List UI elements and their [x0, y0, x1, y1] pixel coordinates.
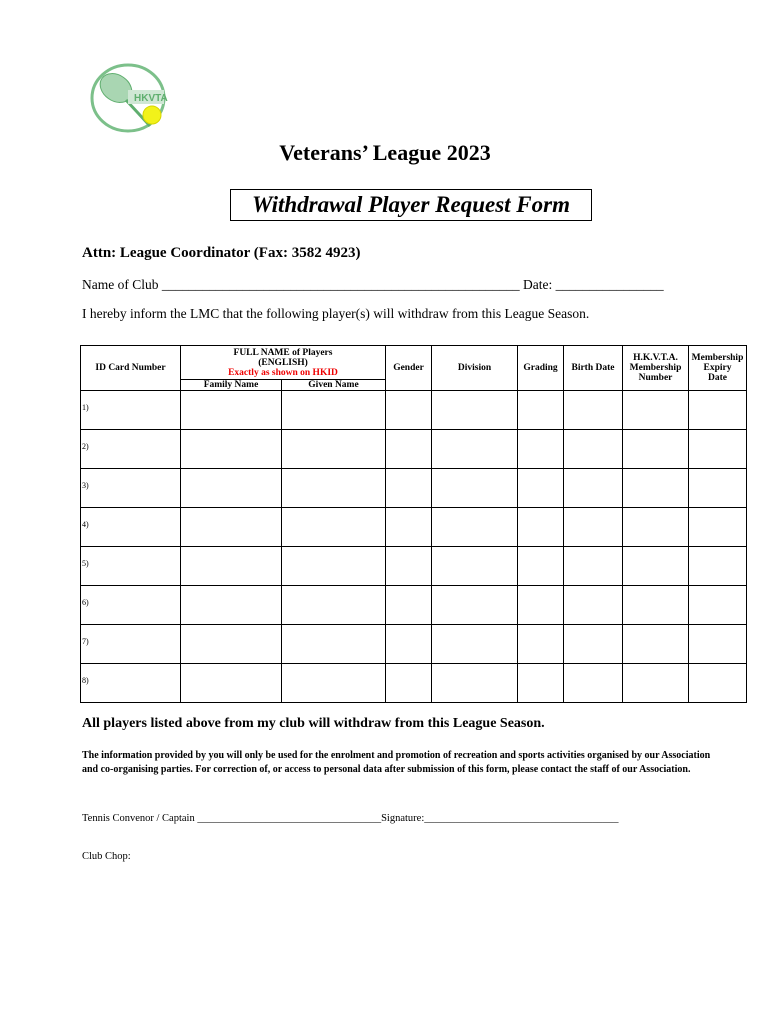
- table-cell[interactable]: [386, 508, 432, 547]
- table-cell[interactable]: [432, 664, 518, 703]
- table-cell[interactable]: [623, 469, 689, 508]
- table-cell[interactable]: [432, 508, 518, 547]
- header-hkvta-number: [623, 346, 689, 391]
- table-cell[interactable]: [564, 508, 623, 547]
- header-given-name: Given Name: [282, 380, 386, 391]
- table-cell[interactable]: [386, 547, 432, 586]
- row-number: 1): [82, 403, 89, 412]
- hkvta-1: H.K.V.T.A.: [633, 353, 678, 363]
- table-cell[interactable]: [181, 469, 282, 508]
- table-cell[interactable]: [282, 547, 386, 586]
- table-cell[interactable]: [689, 547, 747, 586]
- table-cell[interactable]: [181, 508, 282, 547]
- header-expiry: [689, 346, 747, 391]
- table-cell[interactable]: [623, 391, 689, 430]
- row-number-cell[interactable]: [81, 508, 181, 547]
- table-cell[interactable]: [518, 664, 564, 703]
- table-cell[interactable]: [689, 391, 747, 430]
- table-cell[interactable]: [689, 625, 747, 664]
- table-cell[interactable]: [282, 430, 386, 469]
- table-cell[interactable]: [564, 391, 623, 430]
- table-cell[interactable]: [689, 586, 747, 625]
- row-number-cell[interactable]: [81, 430, 181, 469]
- row-number: 8): [82, 676, 89, 685]
- table-cell[interactable]: [386, 664, 432, 703]
- expiry-1: Membership: [691, 353, 744, 363]
- table-cell[interactable]: [564, 430, 623, 469]
- row-number: 7): [82, 637, 89, 646]
- table-row: [81, 625, 747, 664]
- row-number-cell[interactable]: [81, 469, 181, 508]
- table-cell[interactable]: [623, 430, 689, 469]
- players-table: [80, 345, 747, 703]
- form-title: Withdrawal Player Request Form: [230, 189, 592, 221]
- club-chop-label: Club Chop:: [82, 851, 131, 862]
- table-cell[interactable]: [386, 586, 432, 625]
- table-cell[interactable]: [181, 625, 282, 664]
- header-division: Division: [432, 346, 518, 391]
- header-birth-date: Birth Date: [564, 346, 623, 391]
- table-cell[interactable]: [282, 391, 386, 430]
- row-number: 3): [82, 481, 89, 490]
- signature-line[interactable]: Tennis Convenor / Captain ___________________________________Signature:_____________________________________: [82, 813, 619, 824]
- table-cell[interactable]: [623, 586, 689, 625]
- row-number-cell[interactable]: [81, 547, 181, 586]
- expiry-3: Date: [708, 373, 727, 383]
- table-cell[interactable]: [282, 586, 386, 625]
- table-cell[interactable]: [689, 664, 747, 703]
- table-cell[interactable]: [518, 469, 564, 508]
- table-cell[interactable]: [181, 391, 282, 430]
- table-row: [81, 469, 747, 508]
- table-cell[interactable]: [564, 586, 623, 625]
- table-row: [81, 430, 747, 469]
- table-cell[interactable]: [518, 508, 564, 547]
- header-full-name-1: FULL NAME of Players: [233, 347, 333, 358]
- hkvta-2: Membership: [629, 363, 682, 373]
- table-cell[interactable]: [689, 508, 747, 547]
- table-cell[interactable]: [564, 547, 623, 586]
- attention-line: Attn: League Coordinator (Fax: 3582 4923): [82, 245, 361, 261]
- header-family-name: Family Name: [181, 380, 282, 391]
- table-row: [81, 664, 747, 703]
- table-cell[interactable]: [386, 625, 432, 664]
- row-number-cell[interactable]: [81, 625, 181, 664]
- table-cell[interactable]: [623, 664, 689, 703]
- table-cell[interactable]: [518, 430, 564, 469]
- table-cell[interactable]: [386, 391, 432, 430]
- row-number-cell[interactable]: [81, 664, 181, 703]
- table-cell[interactable]: [518, 547, 564, 586]
- header-full-name: [181, 346, 386, 380]
- table-row: [81, 508, 747, 547]
- expiry-2: Expiry: [703, 363, 732, 373]
- table-cell[interactable]: [564, 664, 623, 703]
- table-cell[interactable]: [282, 625, 386, 664]
- row-number-cell[interactable]: [81, 391, 181, 430]
- table-cell[interactable]: [689, 469, 747, 508]
- table-cell[interactable]: [432, 391, 518, 430]
- table-cell[interactable]: [282, 664, 386, 703]
- header-id-card: ID Card Number: [81, 346, 181, 391]
- header-full-name-note: Exactly as shown on HKID: [228, 367, 338, 378]
- table-cell[interactable]: [386, 430, 432, 469]
- table-cell[interactable]: [518, 586, 564, 625]
- table-cell[interactable]: [432, 625, 518, 664]
- table-cell[interactable]: [181, 547, 282, 586]
- table-cell[interactable]: [181, 430, 282, 469]
- table-cell[interactable]: [432, 547, 518, 586]
- table-cell[interactable]: [689, 430, 747, 469]
- intro-text: I hereby inform the LMC that the following player(s) will withdraw from this League Season.: [82, 306, 590, 321]
- privacy-notice: The information provided by you will only be used for the enrolment and promotion of recreation and sports activities organised by our Association and co-organising parties. For correction of, or access to personal data after submission of this form, please contact the staff of our Association.: [82, 750, 711, 775]
- withdraw-statement: All players listed above from my club will withdraw from this League Season.: [82, 716, 545, 731]
- header-full-name-2: (ENGLISH): [258, 357, 308, 368]
- table-cell[interactable]: [623, 508, 689, 547]
- table-cell[interactable]: [518, 391, 564, 430]
- table-cell[interactable]: [564, 625, 623, 664]
- row-number: 4): [82, 520, 89, 529]
- club-logo-icon: [88, 62, 170, 134]
- table-cell[interactable]: [518, 625, 564, 664]
- table-cell[interactable]: [564, 469, 623, 508]
- table-cell[interactable]: [181, 664, 282, 703]
- svg-text:HKVTA: HKVTA: [134, 93, 168, 104]
- row-number-cell[interactable]: [81, 586, 181, 625]
- header-gender: Gender: [386, 346, 432, 391]
- table-cell[interactable]: [432, 586, 518, 625]
- header-grading: Grading: [518, 346, 564, 391]
- row-number: 5): [82, 559, 89, 568]
- table-cell[interactable]: [623, 625, 689, 664]
- row-number: 2): [82, 442, 89, 451]
- table-cell[interactable]: [282, 469, 386, 508]
- table-cell[interactable]: [432, 430, 518, 469]
- row-number: 6): [82, 598, 89, 607]
- table-cell[interactable]: [432, 469, 518, 508]
- page-title: Veterans’ League 2023: [279, 140, 491, 165]
- table-row: [81, 586, 747, 625]
- table-cell[interactable]: [386, 469, 432, 508]
- table-cell[interactable]: [623, 547, 689, 586]
- club-name-date-field[interactable]: Name of Club _____________________________________________________ Date: ________________: [82, 277, 664, 292]
- table-cell[interactable]: [181, 586, 282, 625]
- table-cell[interactable]: [282, 508, 386, 547]
- table-row: [81, 391, 747, 430]
- hkvta-3: Number: [638, 373, 673, 383]
- table-row: [81, 547, 747, 586]
